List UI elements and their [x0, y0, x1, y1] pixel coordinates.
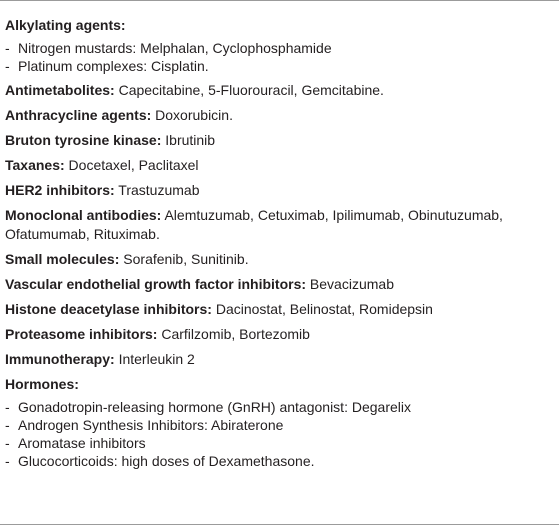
- entry-label: Taxanes:: [5, 157, 65, 173]
- entry-label: Small molecules:: [5, 251, 120, 267]
- bullet-dash: -: [5, 435, 10, 451]
- bullet-dash: -: [5, 453, 10, 469]
- entry-monoclonal-antibodies: [5, 206, 553, 244]
- bullet-dash: -: [5, 58, 10, 74]
- entry-text: Trastuzumab: [114, 182, 200, 198]
- sub-item-text: Gonadotropin-releasing hormone (GnRH) antagonist: Degarelix: [18, 399, 411, 415]
- entry-label: Alkylating agents:: [5, 17, 126, 33]
- entry-text: Doxorubicin.: [151, 107, 233, 123]
- entry-antimetabolites: [5, 81, 553, 100]
- entry-text: Alemtuzumab, Cetuximab, Ipilimumab, Obinutuzumab, Ofatumumab, Rituximab.: [5, 207, 503, 242]
- sub-item-aromatase-inhibitors: [5, 434, 553, 452]
- entry-text: Sorafenib, Sunitinib.: [119, 251, 249, 267]
- entry-small-molecules: [5, 250, 553, 269]
- entry-vegf-inhibitors: [5, 275, 553, 294]
- entry-alkylating-agents: [5, 16, 553, 35]
- sub-item-platinum-complexes: [5, 57, 553, 75]
- entry-label: Monoclonal antibodies:: [5, 207, 162, 223]
- entry-histone-deacetylase-inhibitors: [5, 300, 553, 319]
- bullet-dash: -: [5, 40, 10, 56]
- sub-item-gnrh-antagonist: [5, 398, 553, 416]
- sub-item-text: Androgen Synthesis Inhibitors: Abiraterone: [18, 417, 284, 433]
- sub-item-text: Platinum complexes: Cisplatin.: [18, 58, 209, 74]
- entry-label: Histone deacetylase inhibitors:: [5, 301, 212, 317]
- entry-label: Immunotherapy:: [5, 351, 115, 367]
- entry-text: Capecitabine, 5-Fluorouracil, Gemcitabine.: [114, 82, 384, 98]
- table-content: [5, 16, 553, 470]
- entry-label: Hormones:: [5, 376, 79, 392]
- sub-item-text: Glucocorticoids: high doses of Dexamethasone.: [18, 453, 315, 469]
- entry-text: Carfilzomib, Bortezomib: [157, 326, 310, 342]
- entry-label: Antimetabolites:: [5, 82, 115, 98]
- entry-text: Docetaxel, Paclitaxel: [64, 157, 199, 173]
- entry-text: Dacinostat, Belinostat, Romidepsin: [211, 301, 433, 317]
- entry-label: Proteasome inhibitors:: [5, 326, 158, 342]
- bullet-dash: -: [5, 399, 10, 415]
- sub-item-text: Nitrogen mustards: Melphalan, Cyclophosphamide: [18, 40, 332, 56]
- sub-item-androgen-synthesis-inhibitors: [5, 416, 553, 434]
- entry-label: Vascular endothelial growth factor inhibitors:: [5, 276, 307, 292]
- entry-label: Bruton tyrosine kinase:: [5, 132, 162, 148]
- entry-her2-inhibitors: [5, 181, 553, 200]
- entry-bruton-tyrosine-kinase: [5, 131, 553, 150]
- entry-hormones: [5, 375, 553, 394]
- entry-taxanes: [5, 156, 553, 175]
- sub-item-nitrogen-mustards: [5, 39, 553, 57]
- entry-label: Anthracycline agents:: [5, 107, 152, 123]
- entry-text: Ibrutinib: [161, 132, 216, 148]
- entry-anthracycline-agents: [5, 106, 553, 125]
- entry-text: Interleukin 2: [114, 351, 195, 367]
- entry-label: HER2 inhibitors:: [5, 182, 115, 198]
- sub-item-glucocorticoids: [5, 452, 553, 470]
- bullet-dash: -: [5, 417, 10, 433]
- entry-immunotherapy: [5, 350, 553, 369]
- entry-proteasome-inhibitors: [5, 325, 553, 344]
- sub-item-text: Aromatase inhibitors: [18, 435, 146, 451]
- entry-text: Bevacizumab: [306, 276, 394, 292]
